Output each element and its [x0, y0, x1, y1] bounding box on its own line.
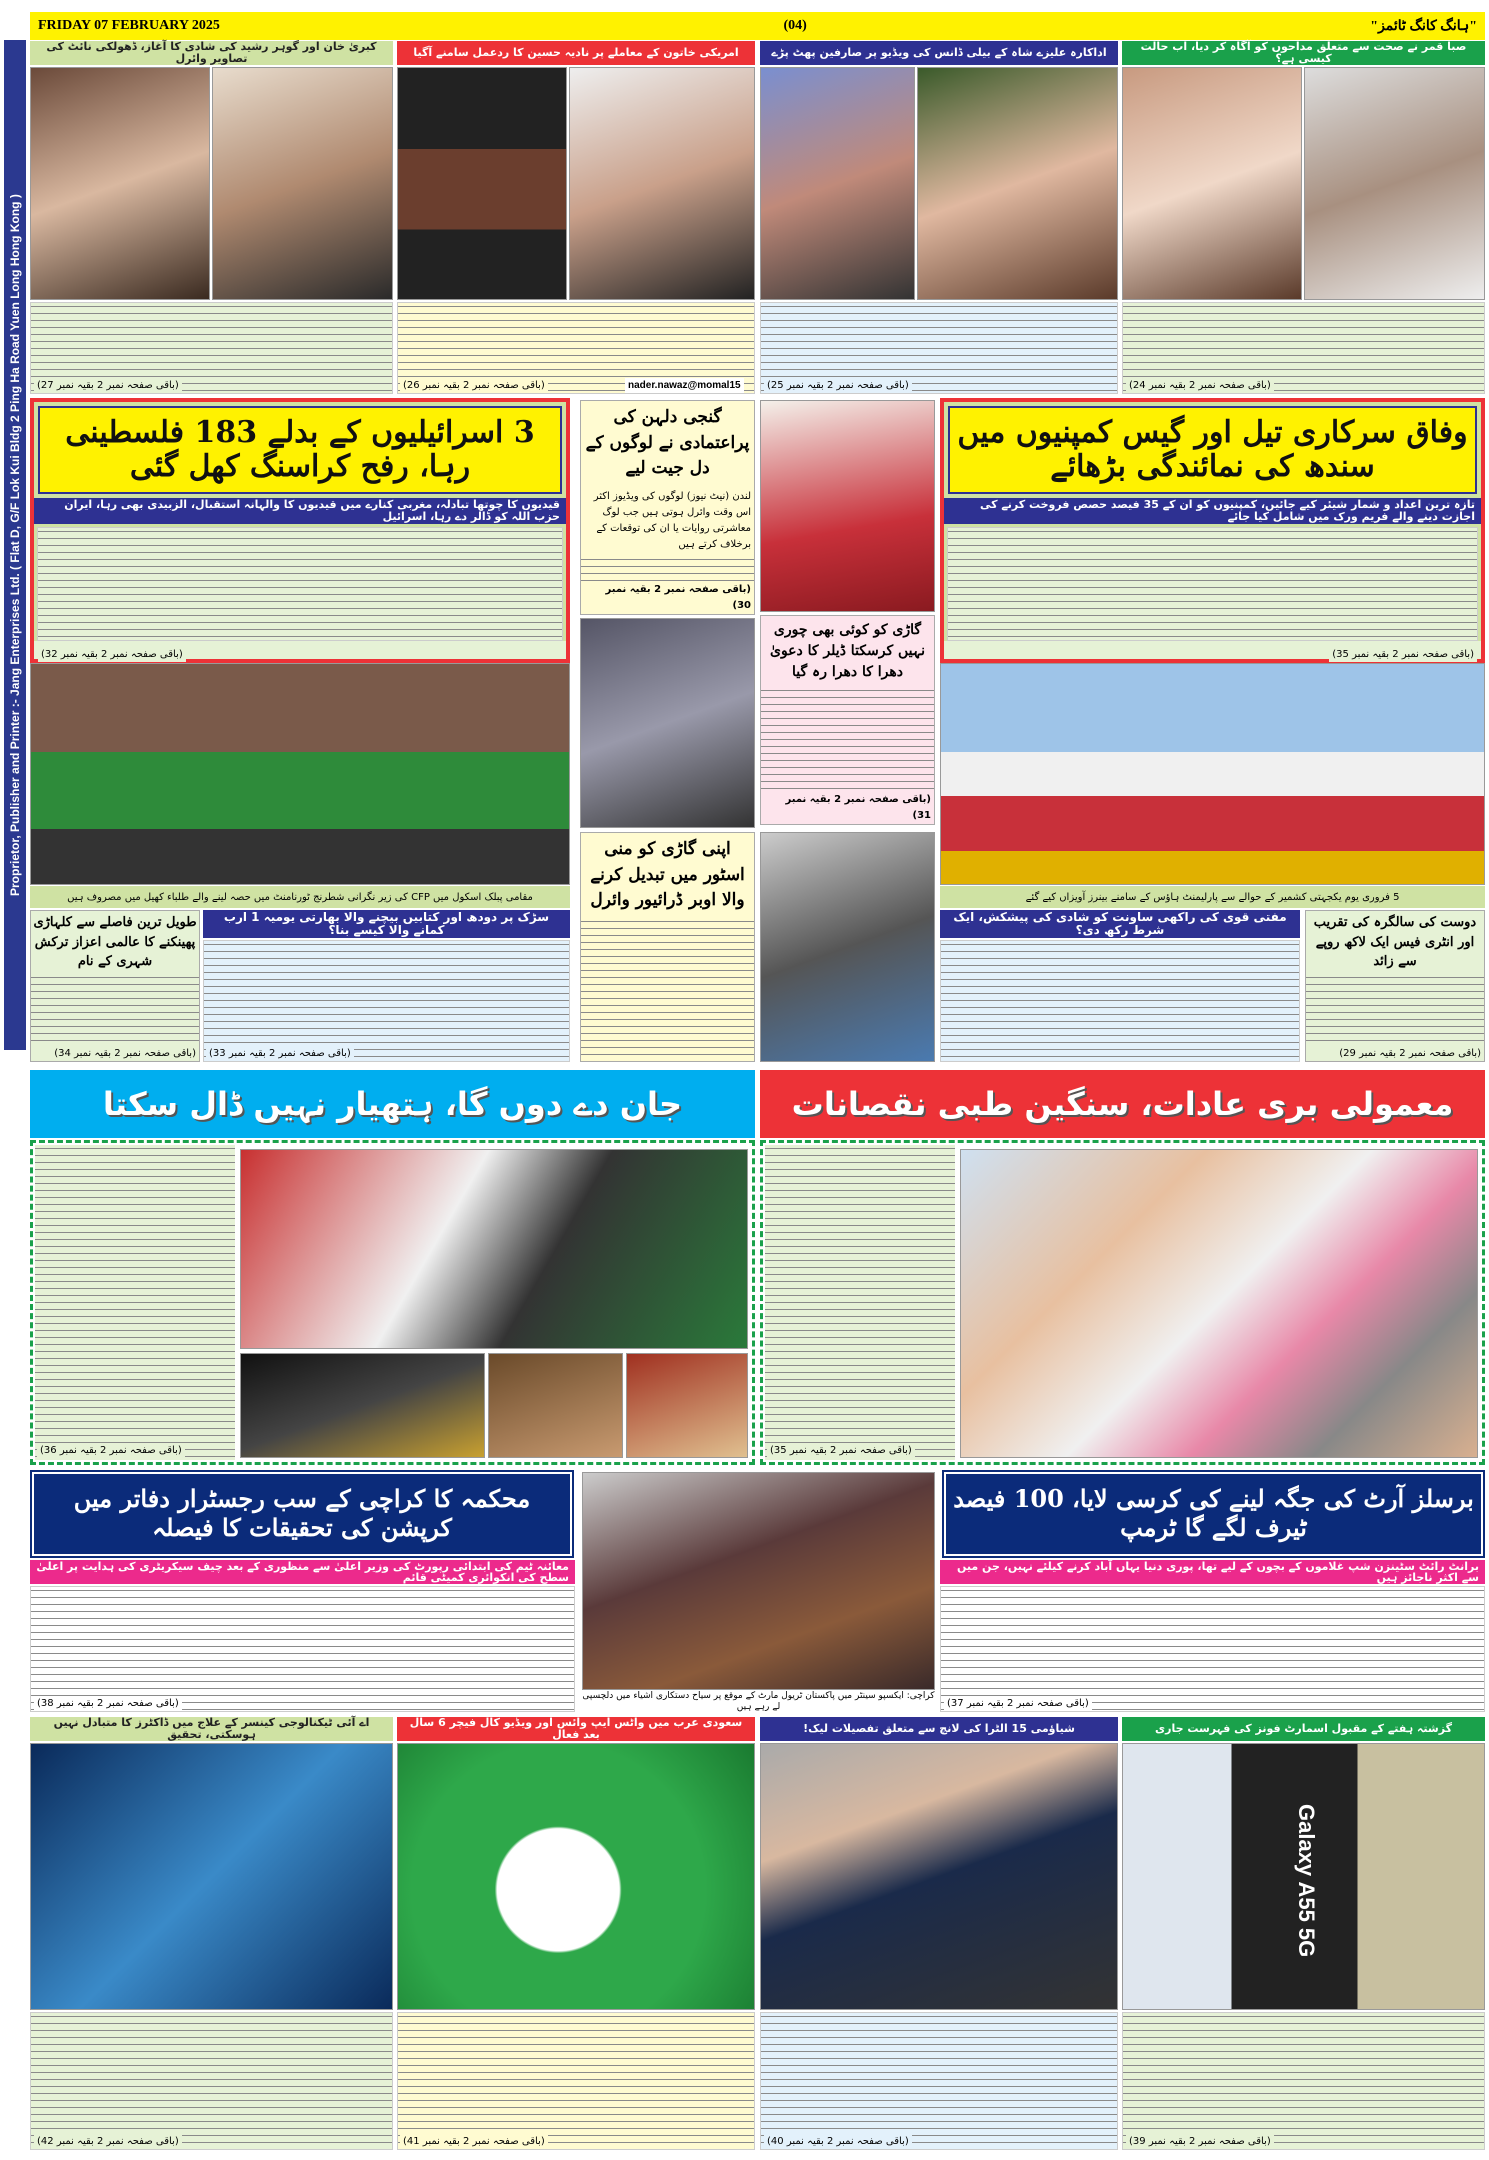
milk-headline: سڑک پر دودھ اور کتابیں بیچنے والا بھارتی یومیہ 1 ارب کمانے والا کیسے بنا؟	[203, 910, 570, 938]
axe-story	[30, 910, 200, 1062]
banner-left-headline: جان دے دوں گا، ہتھیار نہیں ڈال سکتا	[30, 1070, 755, 1138]
axe-headline: طویل ترین فاصلے سے کلہاڑی پھینکنے کا عالمی اعزاز ترکش شہری کے نام	[33, 915, 197, 969]
bride-continued: (باقی صفحہ نمبر 2 بقیہ نمبر 30)	[581, 582, 754, 614]
lead-body	[37, 527, 563, 641]
story-4-headline: صبا قمر نے صحت سے متعلق مداحوں کو آگاہ کر دیا، اب حالت کیسی ہے؟	[1122, 41, 1485, 65]
brussels-body	[940, 1586, 1485, 1712]
brussels-headline: برسلز آرٹ کی جگہ لینے کی کرسی لایا، 100 فیصد ٹیرف لگے گا ٹرمپ	[944, 1472, 1483, 1556]
bad-habits-continued: (باقی صفحہ نمبر 2 بقیہ نمبر 35)	[767, 1443, 915, 1458]
car-theft-continued: (باقی صفحہ نمبر 2 بقیہ نمبر 31)	[761, 792, 934, 824]
bad-habits-body	[765, 1145, 955, 1460]
imprint-strip: Proprietor, Publisher and Printer :- Jang Enterprises Ltd. ( Flat D, G/F Lok Kui Bldg 2 Ping Ha Road Yuen Long Hong Kong )	[4, 40, 26, 1050]
parliament-kashmir-photo	[940, 663, 1485, 885]
xiaomi-headline: شیاؤمی 15 الٹرا کی لانچ سے متعلق تفصیلات لیک!	[760, 1717, 1118, 1741]
lead-story-oil-gas	[940, 398, 1485, 663]
story-4-continued: (باقی صفحہ نمبر 2 بقیہ نمبر 24)	[1126, 378, 1274, 393]
oil-body	[947, 527, 1478, 641]
mufti-headline: مفتی قوی کی راکھی ساونت کو شادی کی پیشکش، ایک شرط رکھ دی؟	[940, 910, 1300, 938]
paper-name: "ہانگ کانگ ٹائمز"	[1370, 18, 1477, 34]
milk-body	[203, 940, 570, 1062]
issue-date: FRIDAY 07 FEBRUARY 2025	[38, 18, 220, 33]
xiaomi-continued: (باقی صفحہ نمبر 2 بقیہ نمبر 40)	[764, 2134, 912, 2149]
milk-continued: (باقی صفحہ نمبر 2 بقیہ نمبر 33)	[206, 1046, 354, 1061]
mini-store-story	[580, 832, 755, 1062]
saba-qamar-photo	[1122, 67, 1302, 300]
sinwar-story	[30, 1140, 755, 1465]
smartphones-body	[1122, 2012, 1485, 2150]
oil-continued: (باقی صفحہ نمبر 2 بقیہ نمبر 35)	[1329, 647, 1477, 662]
sinwar-continued: (باقی صفحہ نمبر 2 بقیہ نمبر 36)	[37, 1443, 185, 1458]
chess-tournament-photo	[30, 663, 570, 885]
car-theft-story	[760, 615, 935, 825]
chess-caption: مقامی پبلک اسکول میں CFP کی زیر نگرانی شطرنج ٹورنامنٹ میں حصہ لینے والے طلباء کھیل میں مصروف ہیں	[30, 886, 570, 908]
lead-headline: 3 اسرائیلیوں کے بدلے 183 فلسطینی رہا، رفح کراسنگ کھل گئی	[38, 406, 562, 494]
hospital-photo	[1304, 67, 1485, 300]
american-woman-photo	[397, 67, 567, 300]
karachi-headline: محکمہ کا کراچی کے سب رجسٹرار دفاتر میں کرپشن کی تحقیقات کا فیصلہ	[32, 1472, 572, 1556]
couple-photo-2	[212, 67, 393, 300]
whatsapp-logo-photo	[397, 1743, 755, 2010]
whatsapp-headline: سعودی عرب میں واٹس ایپ وائس اور ویڈیو کال فیچر 6 سال بعد فعال	[397, 1717, 755, 1741]
story-3-headline: اداکارہ علیزے شاہ کے بیلی ڈانس کی ویڈیو پر صارفین پھٹ پڑے	[760, 41, 1118, 65]
lead-story-prisoners	[30, 398, 570, 663]
ai-medical-photo	[30, 1743, 393, 2010]
dancer-photo	[760, 67, 915, 300]
bride-story	[580, 400, 755, 615]
book-cover-photo	[626, 1353, 748, 1458]
karachi-body	[30, 1586, 575, 1712]
xiaomi-phone-photo	[760, 1743, 1118, 2010]
speaker-photo	[240, 1149, 748, 1349]
lead-deck: قیدیوں کا چوتھا تبادلہ، مغربی کنارے میں قیدیوں کا والہانہ استقبال، الزبیدی بھی رہا، ایران حزب اللہ کو ڈالر دے رہا، اسرائیل	[34, 498, 566, 524]
birthday-body	[1306, 974, 1484, 1048]
whatsapp-body	[397, 2012, 755, 2150]
bald-bride-photo	[760, 400, 935, 612]
nadia-hussain-photo	[569, 67, 755, 300]
instagram-handle: nader.nawaz@momal15	[625, 378, 744, 393]
couple-photo-1	[30, 67, 210, 300]
ai-cancer-continued: (باقی صفحہ نمبر 2 بقیہ نمبر 42)	[34, 2134, 182, 2149]
story-2-headline: امریکی خاتون کے معاملے پر نادیہ حسین کا ردعمل سامنے آگیا	[397, 41, 755, 65]
bad-habits-story	[760, 1140, 1485, 1465]
uber-store-photo	[760, 832, 935, 1062]
birthday-continued: (باقی صفحہ نمبر 2 بقیہ نمبر 29)	[1306, 1047, 1484, 1061]
galaxy-product-label: Galaxy A55 5G	[1294, 1804, 1319, 1958]
car-photo	[580, 618, 755, 828]
oil-headline: وفاق سرکاری تیل اور گیس کمپنیوں میں سندھ کی نمائندگی بڑھائے	[948, 406, 1477, 494]
brussels-continued: (باقی صفحہ نمبر 2 بقیہ نمبر 37)	[944, 1696, 1092, 1711]
story-1-headline: کبریٰ خان اور گوہر رشید کی شادی کا آغاز، ڈھولکی نائٹ کی تصاویر وائرل	[30, 41, 393, 65]
travel-mart-photo	[582, 1472, 935, 1690]
smartphones-continued: (باقی صفحہ نمبر 2 بقیہ نمبر 39)	[1126, 2134, 1274, 2149]
galaxy-phones-photo	[1122, 1743, 1485, 2010]
young-man-photo	[488, 1353, 623, 1458]
kashmir-caption: 5 فروری یوم یکجہتی کشمیر کے حوالے سے پارلیمنٹ ہاؤس کے سامنے بینرز آویزاں کیے گئے	[940, 886, 1485, 908]
story-3-continued: (باقی صفحہ نمبر 2 بقیہ نمبر 25)	[764, 378, 912, 393]
birthday-headline: دوست کی سالگرہ کی تقریب اور انٹری فیس ایک لاکھ روپے سے زائد	[1313, 915, 1477, 969]
car-theft-headline: گاڑی کو کوئی بھی چوری نہیں کرسکتا ڈیلر کا دعویٰ دھرا کا دھرا رہ گیا	[769, 622, 926, 680]
mufti-body	[940, 940, 1300, 1062]
banner-right-headline: معمولی بری عادات، سنگین طبی نقصانات	[760, 1070, 1485, 1138]
birthday-story	[1305, 910, 1485, 1062]
story-1-continued: (باقی صفحہ نمبر 2 بقیہ نمبر 27)	[34, 378, 182, 393]
karachi-deck: معائنہ ٹیم کی ابتدائی رپورٹ کی وزیر اعلیٰ سے منظوری کے بعد چیف سیکریٹری کی ہدایت پر اعلیٰ سطح کی انکوائری کمیٹی قائم	[30, 1560, 575, 1584]
alizeh-shah-photo	[917, 67, 1118, 300]
ai-cancer-headline: اے آئی ٹیکنالوجی کینسر کے علاج میں ڈاکٹرز کا متبادل نہیں ہوسکتی، تحقیق	[30, 1717, 393, 1741]
masthead	[30, 12, 1485, 40]
sinwar-body	[35, 1145, 235, 1460]
page-number: (04)	[783, 18, 807, 33]
lead-continued: (باقی صفحہ نمبر 2 بقیہ نمبر 32)	[38, 647, 186, 662]
ai-cancer-body	[30, 2012, 393, 2150]
oil-deck: تازہ ترین اعداد و شمار شیئر کیے جائیں، کمپنیوں کو ان کے 35 فیصد حصص فروخت کرنے کی اجازت دینے والے فریم ورک میں شامل کیا جائے	[944, 498, 1481, 524]
smartphones-headline: گزشتہ ہفتے کے مقبول اسمارٹ فونز کی فہرست جاری	[1122, 1717, 1485, 1741]
illustration-photo	[240, 1353, 485, 1458]
mini-store-headline: اپنی گاڑی کو منی اسٹور میں تبدیل کرنے والا اوبر ڈرائیور وائرل	[590, 839, 745, 910]
bride-body	[581, 556, 754, 583]
travel-mart-caption: کراچی: ایکسپو سینٹر میں پاکستان ٹریول مارٹ کے موقع پر سیاح دستکاری اشیاء میں دلچسپی لے رہے ہیں	[582, 1691, 935, 1712]
habits-collage-photo	[960, 1149, 1478, 1458]
bride-headline: گنجی دلہن کی پراعتمادی نے لوگوں کے دل جیت لیے	[585, 407, 750, 478]
axe-continued: (باقی صفحہ نمبر 2 بقیہ نمبر 34)	[31, 1047, 199, 1061]
story-2-continued: (باقی صفحہ نمبر 2 بقیہ نمبر 26)	[400, 378, 548, 393]
whatsapp-continued: (باقی صفحہ نمبر 2 بقیہ نمبر 41)	[400, 2134, 548, 2149]
mini-store-body	[581, 918, 754, 1062]
karachi-continued: (باقی صفحہ نمبر 2 بقیہ نمبر 38)	[34, 1696, 182, 1711]
bride-lead: لندن (نیٹ نیوز) لوگوں کی ویڈیوز اکثر اس وقت وائرل ہوتی ہیں جب لوگ معاشرتی روایات یا ان کی توقعات کے برخلاف کرتے ہیں	[581, 486, 754, 556]
xiaomi-body	[760, 2012, 1118, 2150]
brussels-deck: برانٹ رائٹ سٹینزن شپ غلاموں کے بچوں کے لیے تھا، پوری دنیا یہاں آباد کرنے کیلئے نہیں، جن میں سے اکثر ناجائز ہیں	[940, 1560, 1485, 1584]
car-theft-body	[761, 687, 934, 792]
axe-body	[31, 974, 199, 1048]
